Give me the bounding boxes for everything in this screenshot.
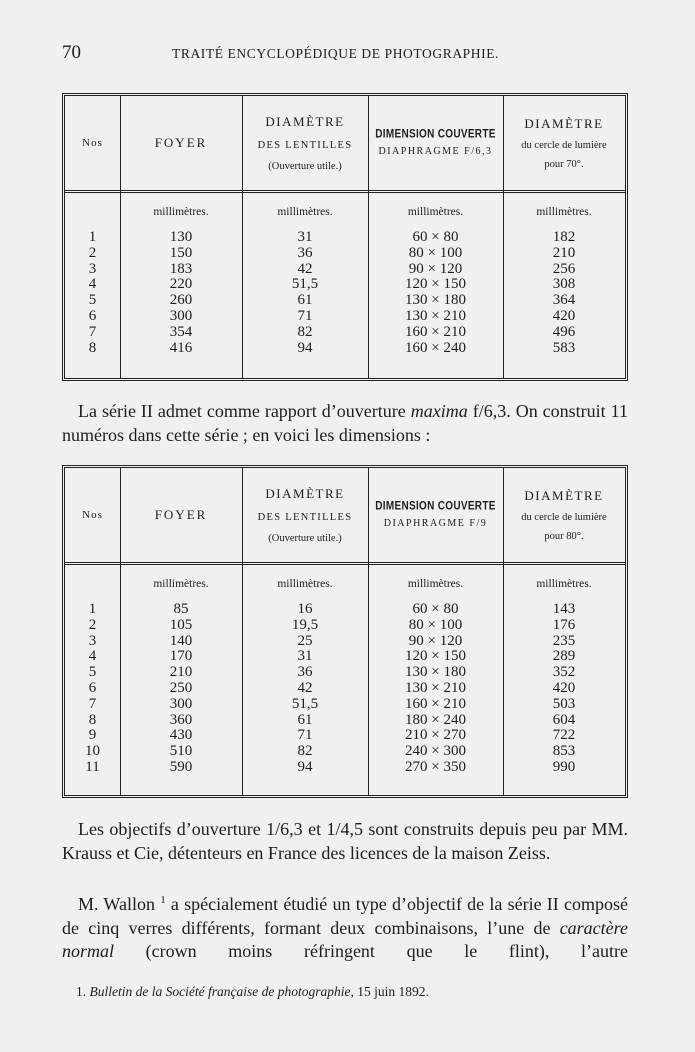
unit-diam: millimètres. bbox=[277, 206, 333, 218]
cell: 250 bbox=[169, 679, 193, 696]
unit-diam: millimètres. bbox=[277, 578, 333, 590]
cell: 289 bbox=[552, 648, 576, 665]
cell: 130 × 210 bbox=[405, 307, 466, 324]
cell: 6 bbox=[88, 679, 97, 696]
text: Les objectifs d’ouverture 1/6,3 et 1/4,5 sont construits depuis peu par MM. Krauss et Cie, détenteurs en France des licences de la maison Zeiss. bbox=[62, 819, 628, 863]
cell: 300 bbox=[169, 695, 193, 712]
header-diam-title: DIAMÈTRE bbox=[265, 486, 345, 501]
cell: 5 bbox=[88, 664, 97, 681]
cell: 143 bbox=[552, 601, 576, 617]
column-numbers bbox=[65, 602, 120, 776]
cell: 160 × 210 bbox=[405, 695, 466, 712]
footnote-date: 15 juin 1892. bbox=[353, 984, 429, 999]
lens-table-series-1 bbox=[62, 93, 628, 381]
cell: 105 bbox=[169, 616, 193, 633]
cell: 60 × 80 bbox=[412, 601, 459, 617]
header-circ-title: DIAMÈTRE bbox=[524, 116, 604, 131]
cell: 240 × 300 bbox=[405, 743, 466, 760]
paragraph-series-2 bbox=[62, 400, 628, 447]
cell: 4 bbox=[88, 648, 97, 665]
column-dimension bbox=[368, 602, 503, 776]
cell: 85 bbox=[173, 601, 189, 617]
cell: 210 × 270 bbox=[405, 727, 466, 744]
unit-dim: millimètres. bbox=[407, 206, 464, 218]
cell: 71 bbox=[297, 307, 313, 324]
text: M. Wallon bbox=[78, 894, 161, 914]
footnote-title: Bulletin de la Société française de photographie, bbox=[89, 984, 354, 999]
header-diam-note: (Ouverture utile.) bbox=[268, 533, 342, 544]
cell: 1 bbox=[88, 601, 97, 617]
emphasis: maxima bbox=[410, 401, 468, 421]
cell: 308 bbox=[552, 276, 576, 293]
cell: 496 bbox=[552, 323, 576, 340]
emphasis: caractère normal bbox=[62, 917, 628, 961]
cell: 94 bbox=[297, 758, 313, 775]
cell: 416 bbox=[169, 339, 193, 356]
page-header bbox=[62, 42, 628, 66]
header-dim-sub: DIAPHRAGME F/6,3 bbox=[378, 146, 493, 157]
column-circle bbox=[503, 602, 625, 776]
cell: 160 × 210 bbox=[405, 323, 466, 340]
cell: 11 bbox=[85, 758, 100, 775]
cell: 25 bbox=[297, 632, 313, 649]
header-circ-sub: du cercle de lumière bbox=[521, 140, 607, 151]
column-diameter bbox=[242, 230, 368, 356]
unit-foyer: millimètres. bbox=[153, 578, 209, 590]
footnote-ref: 1 bbox=[160, 894, 166, 906]
footnote-number: 1. bbox=[76, 984, 87, 999]
cell: 150 bbox=[169, 244, 193, 261]
cell: 364 bbox=[552, 292, 576, 309]
cell: 120 × 150 bbox=[405, 648, 466, 665]
header-dim-title: DIMENSION COUVERTE bbox=[375, 128, 496, 141]
cell: 1 bbox=[88, 229, 97, 245]
header-diam-sub: DES LENTILLES bbox=[257, 512, 353, 523]
cell: 170 bbox=[169, 648, 193, 665]
column-circle bbox=[503, 230, 625, 356]
text: (crown moins réfringent que le flint), l’autre bbox=[114, 941, 628, 961]
cell: 36 bbox=[297, 664, 313, 681]
unit-dim: millimètres. bbox=[407, 578, 464, 590]
column-dimension bbox=[368, 230, 503, 356]
cell: 220 bbox=[169, 276, 193, 293]
cell: 140 bbox=[169, 632, 193, 649]
cell: 260 bbox=[169, 292, 193, 309]
cell: 130 × 210 bbox=[405, 679, 466, 696]
cell: 510 bbox=[169, 743, 193, 760]
cell: 82 bbox=[297, 743, 313, 760]
header-foyer: FOYER bbox=[154, 135, 208, 150]
cell: 90 × 120 bbox=[408, 260, 463, 277]
unit-foyer: millimètres. bbox=[153, 206, 209, 218]
cell: 31 bbox=[297, 648, 313, 665]
cell: 130 × 180 bbox=[405, 664, 466, 681]
cell: 3 bbox=[88, 632, 97, 649]
cell: 990 bbox=[552, 758, 576, 775]
cell: 51,5 bbox=[291, 276, 319, 293]
cell: 420 bbox=[552, 679, 576, 696]
unit-circ: millimètres. bbox=[536, 578, 592, 590]
paragraph-krauss bbox=[62, 818, 628, 865]
column-diameter bbox=[242, 602, 368, 776]
cell: 10 bbox=[85, 743, 100, 760]
cell: 120 × 150 bbox=[405, 276, 466, 293]
footnote bbox=[76, 984, 429, 1000]
cell: 80 × 100 bbox=[408, 616, 463, 633]
cell: 71 bbox=[297, 727, 313, 744]
header-numbers: Nos bbox=[82, 137, 103, 149]
cell: 94 bbox=[297, 339, 313, 356]
cell: 590 bbox=[169, 758, 193, 775]
cell: 853 bbox=[552, 743, 576, 760]
header-dim-title: DIMENSION COUVERTE bbox=[375, 500, 496, 513]
column-numbers bbox=[65, 230, 120, 356]
text: La série II admet comme rapport d’ouverture bbox=[78, 401, 411, 421]
cell: 182 bbox=[552, 229, 576, 245]
cell: 7 bbox=[88, 323, 97, 340]
cell: 210 bbox=[552, 244, 576, 261]
cell: 82 bbox=[297, 323, 313, 340]
page-number: 70 bbox=[62, 42, 81, 63]
unit-circ: millimètres. bbox=[536, 206, 592, 218]
header-diam-title: DIAMÈTRE bbox=[265, 114, 345, 129]
cell: 352 bbox=[552, 664, 576, 681]
cell: 722 bbox=[552, 727, 576, 744]
header-circ-sub: du cercle de lumière bbox=[521, 512, 607, 523]
cell: 61 bbox=[297, 292, 313, 309]
header-circ-note: pour 70°. bbox=[544, 159, 584, 170]
cell: 130 × 180 bbox=[405, 292, 466, 309]
text: a spécialement étudié un type d’objectif de la série II composé de cinq verres différents, formant deux combinaisons, l’une de bbox=[62, 894, 629, 938]
cell: 8 bbox=[88, 711, 97, 728]
cell: 31 bbox=[297, 229, 313, 245]
cell: 4 bbox=[88, 276, 97, 293]
header-diam-note: (Ouverture utile.) bbox=[268, 161, 342, 172]
cell: 90 × 120 bbox=[408, 632, 463, 649]
cell: 360 bbox=[169, 711, 193, 728]
cell: 604 bbox=[552, 711, 576, 728]
cell: 300 bbox=[169, 307, 193, 324]
cell: 2 bbox=[88, 616, 97, 633]
cell: 420 bbox=[552, 307, 576, 324]
cell: 235 bbox=[552, 632, 576, 649]
paragraph-wallon bbox=[62, 889, 628, 964]
cell: 176 bbox=[552, 616, 576, 633]
cell: 36 bbox=[297, 244, 313, 261]
header-dim-sub: DIAPHRAGME F/9 bbox=[383, 518, 488, 529]
cell: 80 × 100 bbox=[408, 244, 463, 261]
lens-table-series-2 bbox=[62, 465, 628, 798]
cell: 3 bbox=[88, 260, 97, 277]
cell: 210 bbox=[169, 664, 193, 681]
cell: 9 bbox=[88, 727, 97, 744]
cell: 583 bbox=[552, 339, 576, 356]
cell: 51,5 bbox=[291, 695, 319, 712]
cell: 503 bbox=[552, 695, 576, 712]
cell: 8 bbox=[88, 339, 97, 356]
column-foyer bbox=[120, 230, 242, 356]
cell: 42 bbox=[297, 260, 313, 277]
column-foyer bbox=[120, 602, 242, 776]
cell: 61 bbox=[297, 711, 313, 728]
cell: 7 bbox=[88, 695, 97, 712]
cell: 19,5 bbox=[291, 616, 319, 633]
cell: 270 × 350 bbox=[405, 758, 466, 775]
cell: 354 bbox=[169, 323, 193, 340]
header-foyer: FOYER bbox=[154, 507, 208, 522]
cell: 2 bbox=[88, 244, 97, 261]
cell: 16 bbox=[297, 601, 313, 617]
cell: 6 bbox=[88, 307, 97, 324]
header-diam-sub: DES LENTILLES bbox=[257, 140, 353, 151]
header-numbers: Nos bbox=[82, 509, 103, 521]
cell: 42 bbox=[297, 679, 313, 696]
cell: 60 × 80 bbox=[412, 229, 459, 245]
running-title: TRAITÉ ENCYCLOPÉDIQUE DE PHOTOGRAPHIE. bbox=[172, 46, 500, 61]
cell: 5 bbox=[88, 292, 97, 309]
text: f/6,3. On construit 11 numéros dans cette série ; en voici les dimensions : bbox=[62, 401, 628, 445]
cell: 430 bbox=[169, 727, 193, 744]
cell: 160 × 240 bbox=[405, 339, 466, 356]
header-circ-note: pour 80°. bbox=[544, 531, 584, 542]
header-circ-title: DIAMÈTRE bbox=[524, 488, 604, 503]
cell: 180 × 240 bbox=[405, 711, 466, 728]
cell: 256 bbox=[552, 260, 576, 277]
cell: 130 bbox=[169, 229, 193, 245]
cell: 183 bbox=[169, 260, 193, 277]
